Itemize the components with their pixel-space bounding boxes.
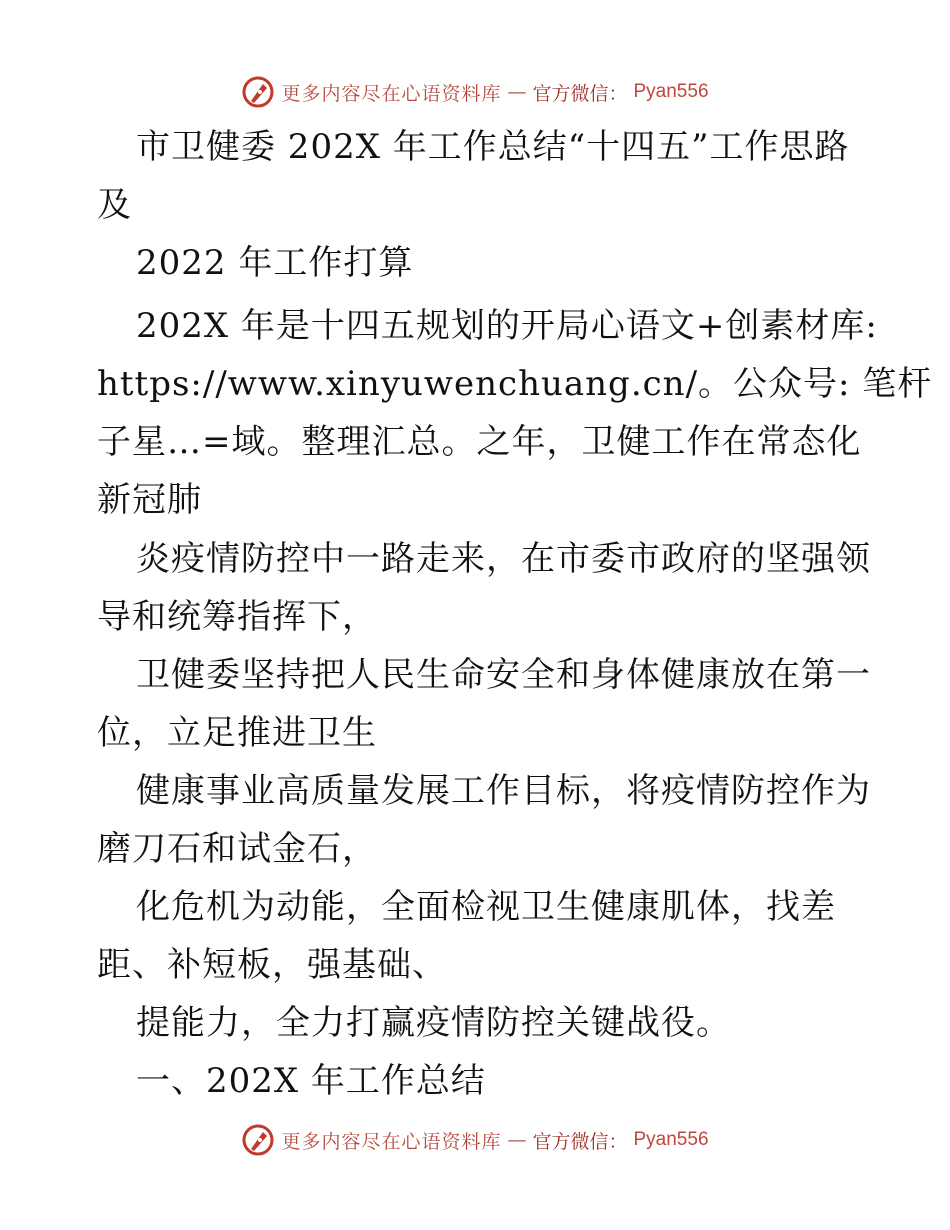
text-line: 位，立足推进卫生 xyxy=(97,713,377,753)
text-line: 一、202X 年工作总结 xyxy=(136,1061,486,1101)
text-line: https://www.xinyuwenchuang.cn/。公众号: 笔杆 xyxy=(97,364,933,404)
watermark-wechat-id: Pyan556 xyxy=(633,81,709,102)
text-line: 2022 年工作打算 xyxy=(136,243,414,283)
watermark-header xyxy=(0,72,950,112)
text-line: 化危机为动能，全面检视卫生健康肌体，找差 xyxy=(136,887,836,927)
watermark-wechat-label: 官方微信： xyxy=(532,82,628,105)
text-line: 距、补短板，强基础、 xyxy=(97,945,447,985)
text-line: 卫健委坚持把人民生命安全和身体健康放在第一 xyxy=(136,655,871,695)
watermark-footer xyxy=(0,1120,950,1160)
watermark-separator: — xyxy=(507,1129,527,1151)
text-line: 导和统筹指挥下， xyxy=(97,597,377,637)
text-line: 子星…=域。整理汇总。之年，卫健工作在常态化 xyxy=(97,422,862,462)
watermark-separator: — xyxy=(507,81,527,103)
watermark-wechat-label: 官方微信： xyxy=(532,1130,628,1153)
watermark-site-text: 更多内容尽在心语资料库 xyxy=(281,82,502,105)
text-line: 健康事业高质量发展工作目标，将疫情防控作为 xyxy=(136,771,871,811)
watermark-wechat-id: Pyan556 xyxy=(633,1129,709,1150)
text-line: 提能力，全力打赢疫情防控关键战役。 xyxy=(136,1003,731,1043)
text-line: 及 xyxy=(97,185,132,225)
text-line: 市卫健委 202X 年工作总结“十四五”工作思路 xyxy=(136,127,850,167)
text-line: 新冠肺 xyxy=(97,480,202,520)
pen-nib-logo-icon xyxy=(241,1123,275,1157)
text-line: 202X 年是十四五规划的开局心语文+创素材库: xyxy=(136,306,878,346)
text-line: 磨刀石和试金石， xyxy=(97,829,377,869)
watermark-site-text: 更多内容尽在心语资料库 xyxy=(281,1130,502,1153)
text-line: 炎疫情防控中一路走来，在市委市政府的坚强领 xyxy=(136,539,871,579)
pen-nib-logo-icon xyxy=(241,75,275,109)
